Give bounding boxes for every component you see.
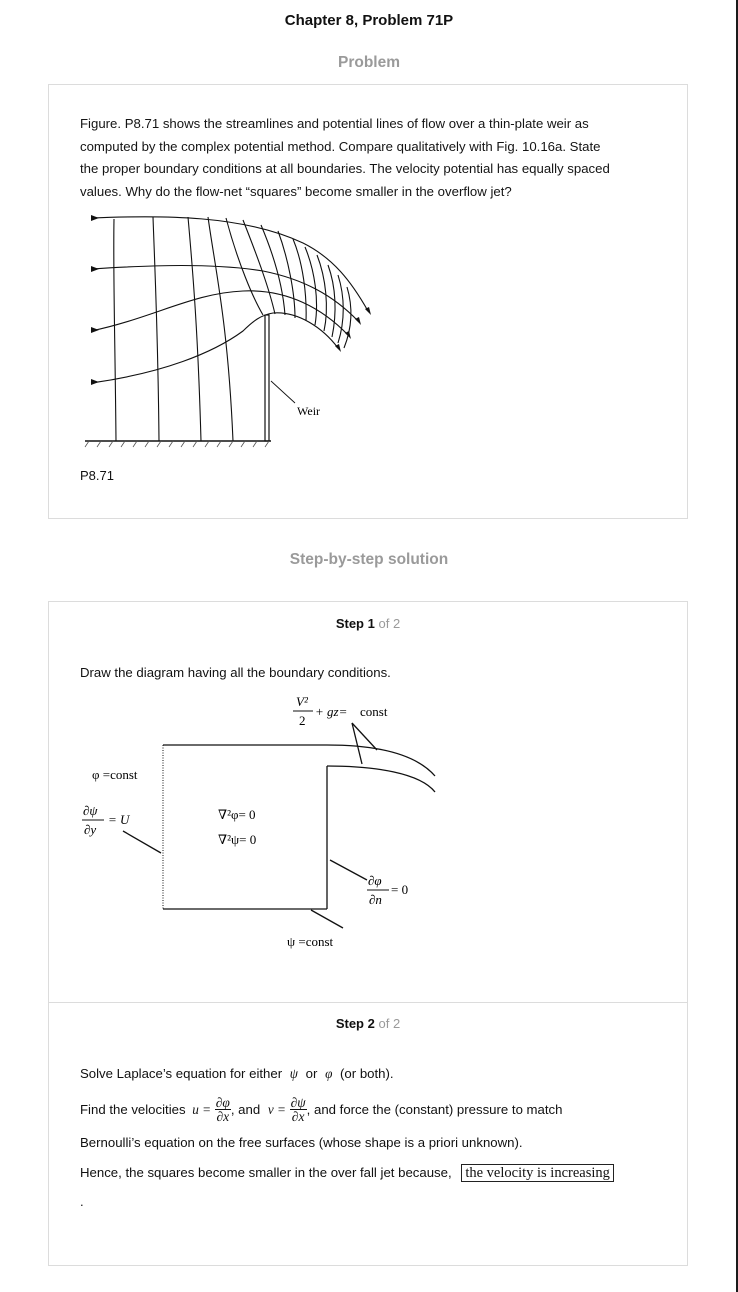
weir-flow-net-figure [83, 213, 383, 458]
problem-line: values. Why do the flow-net “squares” become smaller in the overflow jet? [80, 183, 512, 199]
dn-label: ∂n [369, 892, 382, 907]
step-1-heading: Step 1 of 2 [335, 616, 401, 631]
step-divider [49, 1002, 687, 1003]
step-2-line-2: Find the velocities u = $\frac{\partial\varphi}{\partial x}$ , and v = $\frac{\partial\psi}{\partial x}$ , and force the (constant) pressure to match [80, 1095, 563, 1124]
problem-line: computed by the complex potential method. Compare qualitatively with Fig. 10.16a. State [80, 138, 601, 154]
problem-statement [80, 113, 665, 203]
psi-const-label: ψ =const [287, 934, 334, 949]
bernoulli-numerator: V² [296, 694, 308, 709]
u-fraction: $\frac{\partial\varphi}{\partial x}$ [215, 1095, 230, 1124]
trailing-period: . [80, 1194, 84, 1209]
solution-section-title: Step-by-step solution [289, 551, 449, 568]
figure-caption: P8.71 [80, 468, 114, 483]
step-1-text: Draw the diagram having all the boundary conditions. [80, 665, 391, 680]
problem-line: the proper boundary conditions at all boundaries. The velocity potential has equally spaced [80, 161, 610, 176]
problem-line: Figure. P8.71 shows the streamlines and potential lines of flow over a thin-plate weir as [80, 116, 589, 131]
v-fraction: $\frac{\partial\psi}{\partial x}$ [290, 1095, 306, 1124]
answer-box: the velocity is increasing [461, 1164, 614, 1182]
solution-box [48, 601, 688, 1266]
eq-u-label: = U [108, 812, 130, 827]
step-2-line-3: Bernoulli’s equation on the free surfaces (whose shape is a priori unknown). [80, 1135, 523, 1150]
laplace-phi-label: ∇²φ= 0 [218, 807, 256, 822]
bernoulli-denominator: 2 [299, 713, 306, 728]
step-2-line-1: Solve Laplace’s equation for either ψ or φ (or both). [80, 1066, 394, 1081]
bernoulli-const: const [360, 704, 388, 719]
page-title: Chapter 8, Problem 71P [284, 12, 454, 29]
problem-section-title: Problem [337, 54, 400, 71]
boundary-conditions-diagram [75, 688, 495, 958]
weir-label: Weir [297, 404, 321, 418]
step-2-heading: Step 2 of 2 [335, 1016, 401, 1031]
step-2-line-4: Hence, the squares become smaller in the over fall jet because, the velocity is increasing [80, 1165, 614, 1182]
dpsi-label: ∂ψ [83, 803, 98, 818]
dy-label: ∂y [84, 822, 97, 837]
eq-zero-label: = 0 [391, 882, 409, 897]
bernoulli-terms: + gz= [315, 704, 348, 719]
phi-const-label: φ =const [92, 767, 138, 782]
laplace-psi-label: ∇²ψ= 0 [218, 832, 257, 847]
problem-box [48, 84, 688, 519]
dphi-label: ∂φ [368, 873, 382, 888]
